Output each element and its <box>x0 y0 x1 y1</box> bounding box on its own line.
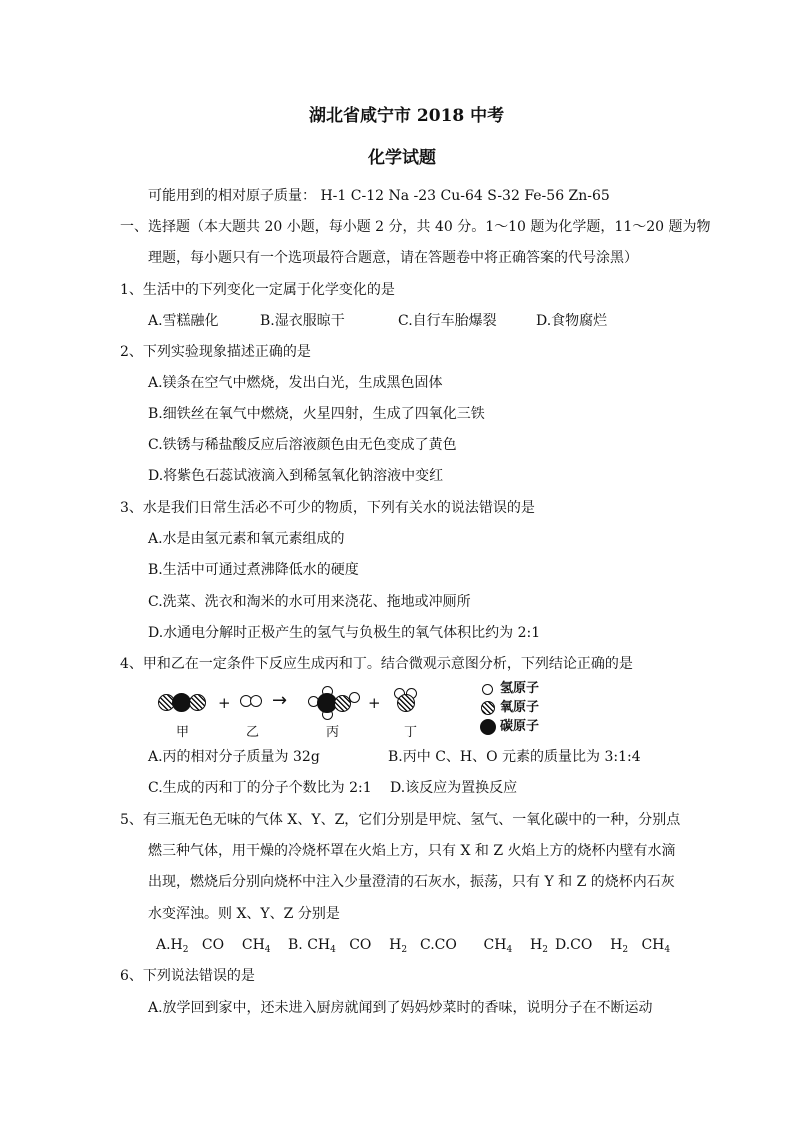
q4-stem: 4、甲和乙在一定条件下反应生成丙和丁。结合微观示意图分析，下列结论正确的是 <box>120 656 633 672</box>
q5-option-d: D.CO $H_2$ $CH_4$ <box>555 937 671 955</box>
q1-option-a: A.雪糕融化 <box>148 313 219 329</box>
legend-carbon: 碳原子 <box>500 719 540 734</box>
molecule-yi <box>240 695 264 709</box>
q5-stem-line1: 5、有三瓶无色无味的气体 X、Y、Z，它们分别是甲烷、氢气、一氧化碳中的一种，分别点 <box>120 812 681 828</box>
q1-stem: 1、生活中的下列变化一定属于化学变化的是 <box>120 282 395 298</box>
atom-legend <box>480 682 580 742</box>
q5-option-c: C.CO $CH_4$ $H_2$ <box>420 937 548 955</box>
legend-hydrogen: 氢原子 <box>500 681 540 696</box>
molecule-bing <box>308 686 364 722</box>
q3-option-b: B.生活中可通过煮沸降低水的硬度 <box>148 562 359 578</box>
q4-option-c: C.生成的丙和丁的分子个数比为 2:1 <box>148 780 372 796</box>
q3-option-d: D.水通电分解时正极产生的氢气与负极生的氧气体积比约为 2:1 <box>148 625 541 641</box>
molecule-ding <box>392 688 422 712</box>
q4-option-d: D.该反应为置换反应 <box>390 780 518 796</box>
q1-option-c: C.自行车胎爆裂 <box>398 313 497 329</box>
molecule-jia <box>158 693 208 711</box>
q3-stem: 3、水是我们日常生活必不可少的物质，下列有关水的说法错误的是 <box>120 500 535 516</box>
hydrogen-atom-icon <box>482 684 493 695</box>
reaction-arrow: → <box>272 690 288 711</box>
q5-option-b: B. $CH_4$ CO $H_2$ <box>288 937 408 955</box>
q6-option-a: A.放学回到家中，还未进入厨房就闻到了妈妈炒菜时的香味，说明分子在不断运动 <box>148 1000 653 1016</box>
q1-option-d: D.食物腐烂 <box>536 313 608 329</box>
q2-option-d: D.将紫色石蕊试液滴入到稀氢氧化钠溶液中变红 <box>148 468 444 484</box>
q3-option-c: C.洗菜、洗衣和淘米的水可用来浇花、拖地或冲厕所 <box>148 594 471 610</box>
q5-option-a: $A.H_2$ CO $CH_4$ <box>156 937 271 955</box>
page-subtitle: 化学试题 <box>368 148 436 168</box>
q4-option-a: A.丙的相对分子质量为 32g <box>148 749 320 765</box>
oxygen-atom-icon <box>481 701 495 715</box>
q1-option-b: B.湿衣服晾干 <box>260 313 345 329</box>
q2-option-b: B.细铁丝在氧气中燃烧，火星四射，生成了四氧化三铁 <box>148 406 485 422</box>
plus-sign-1: + <box>218 694 231 712</box>
q6-stem: 6、下列说法错误的是 <box>120 968 255 984</box>
q2-option-c: C.铁锈与稀盐酸反应后溶液颜色由无色变成了黄色 <box>148 437 457 453</box>
legend-oxygen: 氧原子 <box>500 700 540 715</box>
q4-option-b: B.丙中 C、H、O 元素的质量比为 3:1:4 <box>388 749 641 765</box>
label-ding: 丁 <box>404 725 418 740</box>
section-heading-line1: 一、选择题（本大题共 20 小题，每小题 2 分，共 40 分。1～10 题为化学题，11～20 题为物 <box>120 219 711 235</box>
label-yi: 乙 <box>246 725 260 740</box>
q3-option-a: A.水是由氢元素和氧元素组成的 <box>148 531 345 547</box>
atomic-masses: 可能用到的相对原子质量： H-1 C-12 Na -23 Cu-64 S-32 Fe-56 Zn-65 <box>148 188 610 204</box>
q5-stem-line4: 水变浑浊。则 X、Y、Z 分别是 <box>148 906 340 922</box>
section-heading-line2: 理题，每小题只有一个选项最符合题意，请在答题卷中将正确答案的代号涂黑） <box>148 250 638 266</box>
plus-sign-2: + <box>368 694 381 712</box>
q5-stem-line3: 出现，燃烧后分别向烧杯中注入少量澄清的石灰水，振荡，只有 Y 和 Z 的烧杯内石灰 <box>148 874 675 890</box>
q2-stem: 2、下列实验现象描述正确的是 <box>120 344 311 360</box>
carbon-atom-icon <box>480 719 496 735</box>
q5-stem-line2: 燃三种气体，用干燥的冷烧杯罩在火焰上方，只有 X 和 Z 火焰上方的烧杯内壁有水滴 <box>148 843 676 859</box>
q2-option-a: A.镁条在空气中燃烧，发出白光，生成黑色固体 <box>148 375 443 391</box>
page-title: 湖北省咸宁市 2018 中考 <box>309 106 505 126</box>
label-jia: 甲 <box>176 725 190 740</box>
label-bing: 丙 <box>326 725 340 740</box>
